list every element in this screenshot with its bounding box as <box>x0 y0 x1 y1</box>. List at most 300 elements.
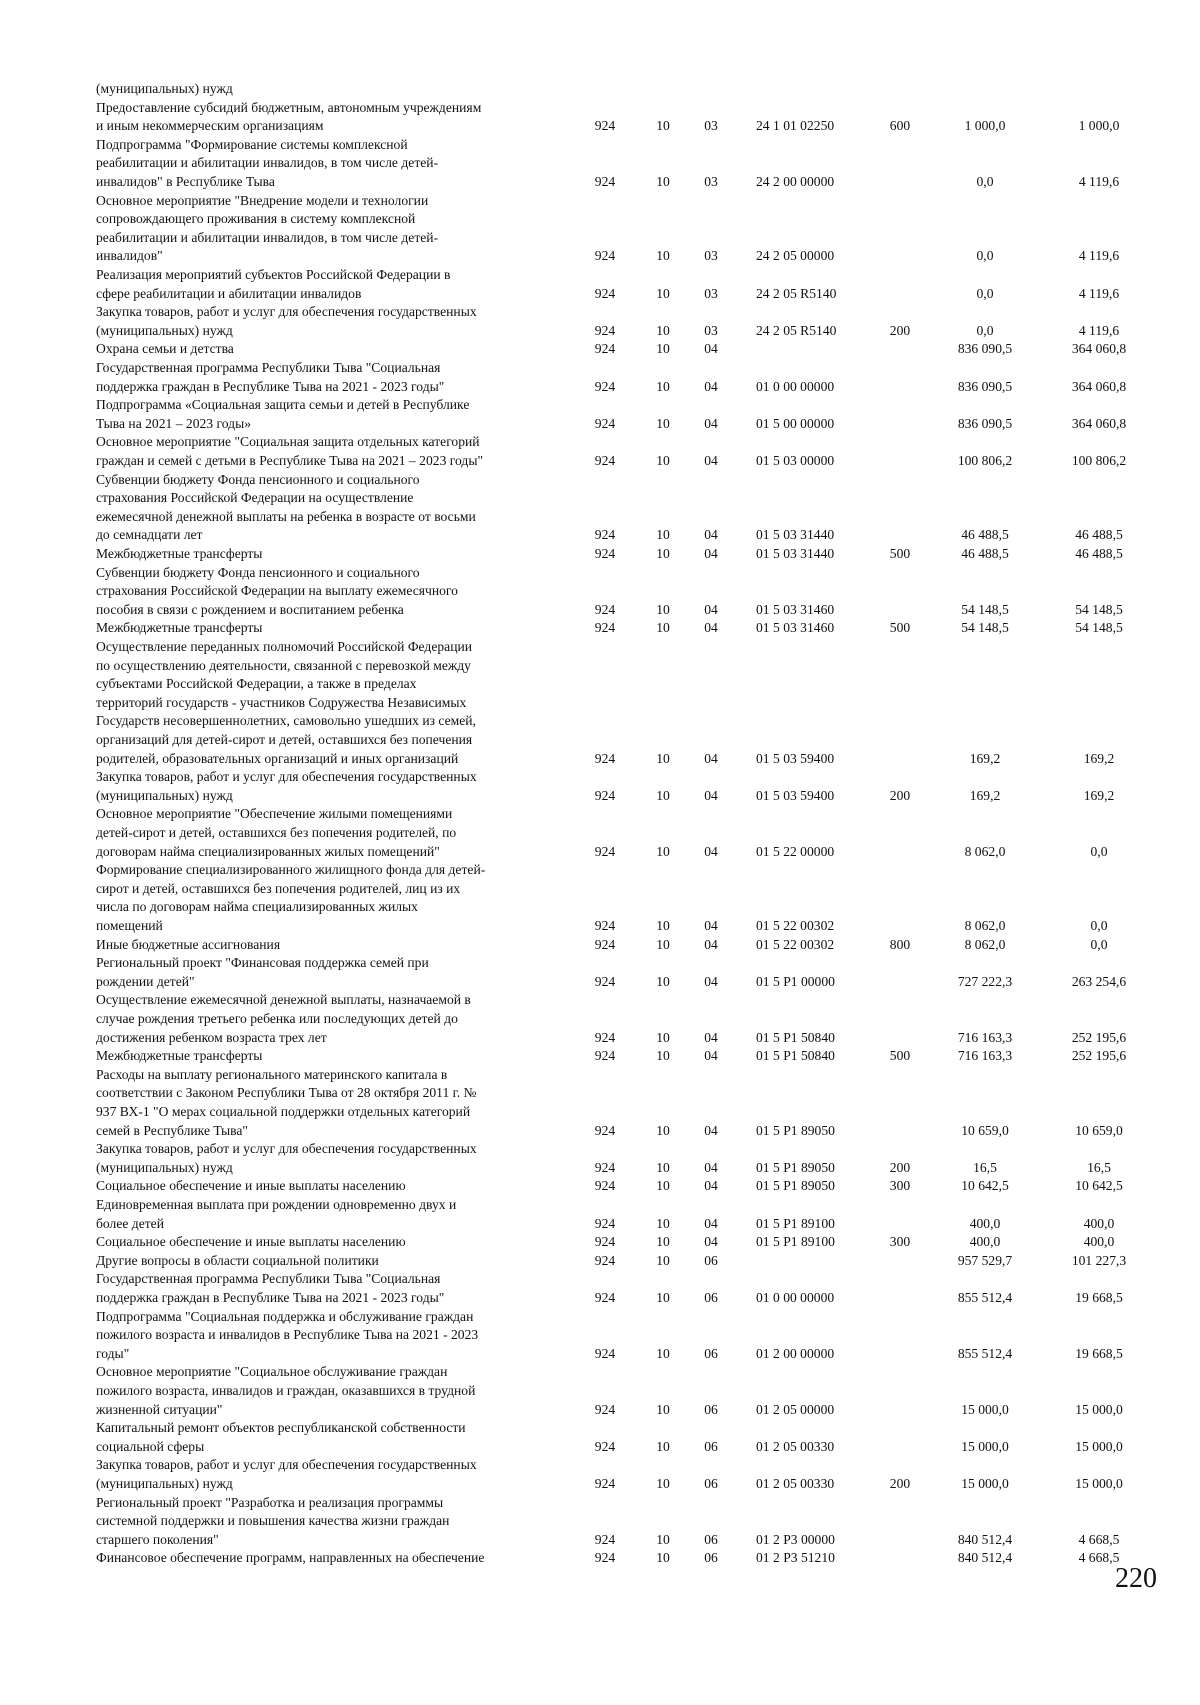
amount-year-1: 840 512,4 <box>957 1531 1013 1547</box>
row-description <box>96 545 576 564</box>
table-row <box>0 1549 1200 1568</box>
description-line: старшего поколения" <box>96 1531 219 1547</box>
admin-code: 924 <box>594 1345 616 1361</box>
section-code: 10 <box>656 1345 670 1361</box>
table-row <box>0 340 1200 359</box>
description-line: Расходы на выплату регионального материнского капитала в <box>96 1066 448 1082</box>
section-code: 10 <box>656 787 670 803</box>
amount-year-1: 0,0 <box>976 174 994 189</box>
description-line: территорий государств - участников Содружества Независимых <box>96 694 467 710</box>
row-description <box>96 136 576 192</box>
row-description <box>96 433 576 470</box>
table-row <box>0 768 1200 805</box>
description-line: Региональный проект "Разработка и реализация программы <box>96 1494 444 1510</box>
target-article-code: 24 2 05 R5140 <box>756 322 837 338</box>
table-row <box>0 564 1200 620</box>
subsection-code: 04 <box>704 1029 718 1045</box>
subsection-code: 06 <box>704 1550 718 1566</box>
admin-code: 924 <box>594 1122 616 1138</box>
amount-year-1: 169,2 <box>969 787 1001 803</box>
row-description <box>96 1196 576 1233</box>
description-line: пособия в связи с рождением и воспитанием ребенка <box>96 601 404 617</box>
table-row <box>0 1140 1200 1177</box>
description-line: Подпрограмма "Формирование системы комплексной <box>96 136 408 152</box>
description-line: Капитальный ремонт объектов республиканской собственности <box>96 1420 466 1436</box>
description-line: более детей <box>96 1215 164 1231</box>
amount-year-2: 4 119,6 <box>1078 174 1120 189</box>
target-article-code: 01 5 P1 50840 <box>756 1029 835 1045</box>
admin-code: 924 <box>594 378 616 394</box>
section-code: 10 <box>656 322 670 338</box>
table-row <box>0 1252 1200 1271</box>
description-line: детей-сирот и детей, оставшихся без попечения родителей, по <box>96 825 457 840</box>
subsection-code: 06 <box>704 1475 718 1491</box>
description-line: страхования Российской Федерации на осуществление <box>96 490 414 506</box>
description-line: (муниципальных) нужд <box>96 81 233 96</box>
subsection-code: 06 <box>704 1345 718 1361</box>
target-article-code: 24 2 05 R5140 <box>756 285 837 301</box>
row-description <box>96 1066 576 1140</box>
table-row <box>0 1177 1200 1196</box>
section-code: 10 <box>656 415 670 431</box>
row-description <box>96 471 576 545</box>
description-line: Межбюджетные трансферты <box>96 546 263 561</box>
amount-year-2: 252 195,6 <box>1071 1048 1127 1064</box>
subsection-code: 04 <box>704 378 718 394</box>
description-line: (муниципальных) нужд <box>96 787 233 803</box>
description-line: Региональный проект "Финансовая поддержка семей при <box>96 955 429 971</box>
expense-type-code: 500 <box>889 620 911 636</box>
description-line: Предоставление субсидий бюджетным, автономным учреждениям <box>96 99 482 115</box>
description-line: Иные бюджетные ассигнования <box>96 936 281 952</box>
subsection-code: 04 <box>704 1122 718 1138</box>
admin-code: 924 <box>594 546 616 561</box>
description-line: Закупка товаров, работ и услуг для обеспечения государственных <box>96 1457 477 1473</box>
expense-type-code: 300 <box>889 1178 911 1194</box>
subsection-code: 04 <box>704 601 718 617</box>
amount-year-1: 727 222,3 <box>957 973 1013 989</box>
subsection-code: 04 <box>704 527 718 543</box>
amount-year-1: 400,0 <box>969 1234 1001 1250</box>
target-article-code: 01 5 22 00302 <box>756 936 835 952</box>
row-description <box>96 1270 576 1307</box>
section-code: 10 <box>656 1289 670 1305</box>
description-line: (муниципальных) нужд <box>96 1159 233 1175</box>
admin-code: 924 <box>594 1289 616 1305</box>
description-line: Основное мероприятие "Социальная защита отдельных категорий <box>96 434 480 450</box>
target-article-code: 01 5 P1 00000 <box>756 973 835 989</box>
subsection-code: 04 <box>704 452 718 468</box>
description-line: социальной сферы <box>96 1438 205 1454</box>
admin-code: 924 <box>594 1531 616 1547</box>
expense-type-code: 300 <box>889 1234 911 1250</box>
table-row <box>0 805 1200 861</box>
target-article-code: 01 5 22 00302 <box>756 917 835 933</box>
subsection-code: 04 <box>704 750 718 766</box>
section-code: 10 <box>656 341 670 357</box>
amount-year-1: 0,0 <box>976 322 994 338</box>
description-line: субъектами Российской Федерации, а также в пределах <box>96 676 417 692</box>
section-code: 10 <box>656 1215 670 1231</box>
amount-year-1: 8 062,0 <box>964 936 1006 952</box>
target-article-code: 01 5 P1 89050 <box>756 1178 835 1194</box>
admin-code: 924 <box>594 620 616 636</box>
amount-year-2: 364 060,8 <box>1071 415 1127 431</box>
row-description <box>96 1177 576 1196</box>
amount-year-2: 16,5 <box>1087 1159 1111 1175</box>
section-code: 10 <box>656 1159 670 1175</box>
section-code: 10 <box>656 1475 670 1491</box>
amount-year-1: 836 090,5 <box>957 415 1013 431</box>
target-article-code: 01 2 05 00330 <box>756 1438 835 1454</box>
amount-year-2: 252 195,6 <box>1071 1029 1127 1045</box>
section-code: 10 <box>656 1531 670 1547</box>
amount-year-1: 840 512,4 <box>957 1550 1013 1566</box>
row-description <box>96 954 576 991</box>
amount-year-2: 54 148,5 <box>1075 601 1123 617</box>
description-line: и иным некоммерческим организациям <box>96 118 324 134</box>
description-line: системной поддержки и повышения качества жизни граждан <box>96 1513 450 1529</box>
table-row <box>0 80 1200 99</box>
description-line: страхования Российской Федерации на выплату ежемесячного <box>96 583 458 599</box>
subsection-code: 04 <box>704 787 718 803</box>
subsection-code: 03 <box>704 285 718 301</box>
section-code: 10 <box>656 1550 670 1566</box>
row-description <box>96 396 576 433</box>
description-line: Основное мероприятие "Обеспечение жилыми помещениями <box>96 806 453 822</box>
row-description <box>96 1363 576 1419</box>
amount-year-1: 0,0 <box>976 248 994 264</box>
table-row <box>0 1047 1200 1066</box>
amount-year-2: 15 000,0 <box>1075 1475 1123 1491</box>
description-line: (муниципальных) нужд <box>96 322 233 338</box>
admin-code: 924 <box>594 1550 616 1566</box>
target-article-code: 01 5 00 00000 <box>756 415 835 431</box>
amount-year-1: 716 163,3 <box>957 1048 1013 1064</box>
subsection-code: 04 <box>704 917 718 933</box>
amount-year-1: 8 062,0 <box>964 917 1006 933</box>
admin-code: 924 <box>594 1234 616 1250</box>
table-row <box>0 433 1200 470</box>
section-code: 10 <box>656 1178 670 1194</box>
section-code: 10 <box>656 936 670 952</box>
target-article-code: 01 5 P1 89100 <box>756 1234 835 1250</box>
table-row <box>0 1494 1200 1550</box>
amount-year-1: 855 512,4 <box>957 1345 1013 1361</box>
row-description <box>96 192 576 266</box>
row-description <box>96 768 576 805</box>
admin-code: 924 <box>594 415 616 431</box>
description-line: Формирование специализированного жилищного фонда для детей- <box>96 862 486 878</box>
row-description <box>96 1419 576 1456</box>
admin-code: 924 <box>594 527 616 543</box>
description-line: пожилого возраста, инвалидов и граждан, оказавшихся в трудной <box>96 1383 476 1398</box>
description-line: сфере реабилитации и абилитации инвалидов <box>96 285 362 301</box>
amount-year-1: 836 090,5 <box>957 378 1013 394</box>
description-line: граждан и семей с детьми в Республике Тыва на 2021 – 2023 годы" <box>96 452 484 468</box>
subsection-code: 04 <box>704 546 718 561</box>
subsection-code: 04 <box>704 415 718 431</box>
section-code: 10 <box>656 750 670 766</box>
target-article-code: 24 2 00 00000 <box>756 174 835 189</box>
subsection-code: 04 <box>704 1215 718 1231</box>
expense-type-code: 200 <box>889 322 911 338</box>
amount-year-2: 10 642,5 <box>1075 1178 1123 1194</box>
section-code: 10 <box>656 1401 670 1417</box>
row-description <box>96 638 576 768</box>
subsection-code: 04 <box>704 341 718 357</box>
table-row <box>0 99 1200 136</box>
amount-year-2: 1 000,0 <box>1078 118 1120 134</box>
subsection-code: 06 <box>704 1531 718 1547</box>
amount-year-1: 716 163,3 <box>957 1029 1013 1045</box>
amount-year-1: 400,0 <box>969 1215 1001 1231</box>
admin-code: 924 <box>594 1438 616 1454</box>
subsection-code: 06 <box>704 1252 718 1268</box>
expense-type-code: 200 <box>889 787 911 803</box>
amount-year-2: 4 668,5 <box>1078 1550 1120 1566</box>
admin-code: 924 <box>594 1159 616 1175</box>
subsection-code: 03 <box>704 118 718 134</box>
amount-year-2: 19 668,5 <box>1075 1289 1123 1305</box>
section-code: 10 <box>656 620 670 636</box>
description-line: организаций для детей-сирот и детей, оставшихся без попечения <box>96 732 473 747</box>
amount-year-2: 54 148,5 <box>1075 620 1123 636</box>
table-row <box>0 1363 1200 1419</box>
row-description <box>96 80 576 99</box>
table-row <box>0 1419 1200 1456</box>
expense-type-code: 600 <box>889 118 911 134</box>
table-row <box>0 936 1200 955</box>
section-code: 10 <box>656 1438 670 1454</box>
amount-year-2: 0,0 <box>1090 843 1108 859</box>
target-article-code: 01 5 03 59400 <box>756 787 835 803</box>
subsection-code: 03 <box>704 322 718 338</box>
description-line: инвалидов" в Республике Тыва <box>96 174 275 189</box>
table-row <box>0 1066 1200 1140</box>
target-article-code: 01 5 P1 89050 <box>756 1122 835 1138</box>
page-number: 220 <box>1115 1563 1157 1594</box>
amount-year-2: 10 659,0 <box>1075 1122 1123 1138</box>
description-line: Охрана семьи и детства <box>96 341 234 357</box>
row-description <box>96 1252 576 1271</box>
description-line: семей в Республике Тыва" <box>96 1122 248 1138</box>
description-line: пожилого возраста и инвалидов в Республике Тыва на 2021 - 2023 <box>96 1327 479 1343</box>
description-line: Государств несовершеннолетних, самовольно ушедших из семей, <box>96 713 476 729</box>
target-article-code: 01 5 P1 50840 <box>756 1048 835 1064</box>
description-line: по осуществлению деятельности, связанной с перевозкой между <box>96 657 471 673</box>
table-row <box>0 471 1200 545</box>
description-line: до семнадцати лет <box>96 527 203 543</box>
admin-code: 924 <box>594 1178 616 1194</box>
target-article-code: 01 2 P3 51210 <box>756 1550 835 1566</box>
amount-year-2: 400,0 <box>1083 1234 1115 1250</box>
amount-year-1: 15 000,0 <box>961 1438 1009 1454</box>
subsection-code: 04 <box>704 1048 718 1064</box>
row-description <box>96 1549 576 1568</box>
amount-year-2: 46 488,5 <box>1075 546 1123 561</box>
description-line: (муниципальных) нужд <box>96 1475 233 1491</box>
amount-year-1: 0,0 <box>976 285 994 301</box>
section-code: 10 <box>656 285 670 301</box>
admin-code: 924 <box>594 452 616 468</box>
admin-code: 924 <box>594 973 616 989</box>
row-description <box>96 1456 576 1493</box>
description-line: ежемесячной денежной выплаты на ребенка в возрасте от восьми <box>96 508 476 524</box>
expense-type-code: 500 <box>889 1048 911 1064</box>
description-line: Закупка товаров, работ и услуг для обеспечения государственных <box>96 1141 477 1157</box>
amount-year-1: 15 000,0 <box>961 1475 1009 1491</box>
admin-code: 924 <box>594 936 616 952</box>
table-row <box>0 1308 1200 1364</box>
description-line: родителей, образовательных организаций и иных организаций <box>96 750 459 766</box>
table-row <box>0 954 1200 991</box>
target-article-code: 01 5 03 59400 <box>756 750 835 766</box>
amount-year-1: 1 000,0 <box>964 118 1006 134</box>
amount-year-1: 15 000,0 <box>961 1401 1009 1417</box>
amount-year-2: 46 488,5 <box>1075 527 1123 543</box>
subsection-code: 06 <box>704 1438 718 1454</box>
admin-code: 924 <box>594 174 616 189</box>
target-article-code: 01 5 03 31460 <box>756 601 835 617</box>
target-article-code: 01 0 00 00000 <box>756 1289 835 1305</box>
target-article-code: 01 5 03 31440 <box>756 546 835 561</box>
section-code: 10 <box>656 546 670 561</box>
amount-year-1: 836 090,5 <box>957 341 1013 357</box>
subsection-code: 04 <box>704 973 718 989</box>
description-line: числа по договорам найма специализированных жилых <box>96 899 418 915</box>
amount-year-1: 169,2 <box>969 750 1001 766</box>
admin-code: 924 <box>594 1215 616 1231</box>
description-line: Другие вопросы в области социальной политики <box>96 1252 379 1268</box>
amount-year-2: 400,0 <box>1083 1215 1115 1231</box>
amount-year-1: 855 512,4 <box>957 1289 1013 1305</box>
table-row <box>0 1196 1200 1233</box>
amount-year-1: 100 806,2 <box>957 452 1013 468</box>
target-article-code: 24 1 01 02250 <box>756 118 835 134</box>
table-row <box>0 1456 1200 1493</box>
admin-code: 924 <box>594 285 616 301</box>
admin-code: 924 <box>594 322 616 338</box>
description-line: Межбюджетные трансферты <box>96 620 263 636</box>
section-code: 10 <box>656 248 670 264</box>
description-line: Социальное обеспечение и иные выплаты населению <box>96 1234 406 1250</box>
expense-type-code: 800 <box>889 936 911 952</box>
description-line: жизненной ситуации" <box>96 1401 223 1417</box>
amount-year-2: 4 119,6 <box>1078 285 1120 301</box>
table-row <box>0 136 1200 192</box>
description-line: Осуществление переданных полномочий Российской Федерации <box>96 639 473 655</box>
admin-code: 924 <box>594 1475 616 1491</box>
amount-year-2: 169,2 <box>1083 787 1115 803</box>
amount-year-2: 100 806,2 <box>1071 452 1127 468</box>
description-line: Реализация мероприятий субъектов Российской Федерации в <box>96 267 451 282</box>
amount-year-1: 10 642,5 <box>961 1178 1009 1194</box>
table-row <box>0 545 1200 564</box>
admin-code: 924 <box>594 341 616 357</box>
section-code: 10 <box>656 1029 670 1045</box>
amount-year-1: 16,5 <box>973 1159 997 1175</box>
description-line: Социальное обеспечение и иные выплаты населению <box>96 1178 406 1194</box>
section-code: 10 <box>656 452 670 468</box>
expense-type-code: 200 <box>889 1159 911 1175</box>
target-article-code: 01 2 P3 00000 <box>756 1531 835 1547</box>
admin-code: 924 <box>594 601 616 617</box>
section-code: 10 <box>656 1048 670 1064</box>
description-line: сопровождающего проживания в систему комплексной <box>96 211 416 227</box>
row-description <box>96 1140 576 1177</box>
section-code: 10 <box>656 174 670 189</box>
description-line: поддержка граждан в Республике Тыва на 2021 - 2023 годы" <box>96 378 445 394</box>
description-line: Закупка товаров, работ и услуг для обеспечения государственных <box>96 304 477 320</box>
target-article-code: 01 5 03 31460 <box>756 620 835 636</box>
description-line: случае рождения третьего ребенка или последующих детей до <box>96 1011 458 1026</box>
amount-year-1: 46 488,5 <box>961 546 1009 561</box>
description-line: годы" <box>96 1345 130 1361</box>
table-row <box>0 638 1200 768</box>
target-article-code: 01 2 00 00000 <box>756 1345 835 1361</box>
section-code: 10 <box>656 1252 670 1268</box>
description-line: Основное мероприятие "Социальное обслуживание граждан <box>96 1364 448 1380</box>
row-description <box>96 303 576 340</box>
amount-year-1: 46 488,5 <box>961 527 1009 543</box>
description-line: соответствии с Законом Республики Тыва от 28 октября 2011 г. № <box>96 1085 477 1101</box>
subsection-code: 03 <box>704 248 718 264</box>
description-line: Основное мероприятие "Внедрение модели и технологии <box>96 192 429 208</box>
target-article-code: 01 5 03 31440 <box>756 527 835 543</box>
amount-year-2: 169,2 <box>1083 750 1115 766</box>
target-article-code: 24 2 05 00000 <box>756 248 835 264</box>
subsection-code: 03 <box>704 174 718 189</box>
admin-code: 924 <box>594 1029 616 1045</box>
amount-year-2: 101 227,3 <box>1071 1252 1127 1268</box>
row-description <box>96 99 576 136</box>
amount-year-2: 15 000,0 <box>1075 1401 1123 1417</box>
amount-year-1: 10 659,0 <box>961 1122 1009 1138</box>
section-code: 10 <box>656 601 670 617</box>
amount-year-2: 15 000,0 <box>1075 1438 1123 1454</box>
admin-code: 924 <box>594 843 616 859</box>
row-description <box>96 1308 576 1364</box>
section-code: 10 <box>656 1234 670 1250</box>
amount-year-2: 19 668,5 <box>1075 1345 1123 1361</box>
section-code: 10 <box>656 973 670 989</box>
amount-year-2: 4 119,6 <box>1078 248 1120 264</box>
amount-year-1: 957 529,7 <box>957 1252 1013 1268</box>
description-line: 937 ВХ-1 "О мерах социальной поддержки отдельных категорий <box>96 1104 471 1119</box>
row-description <box>96 266 576 303</box>
expense-type-code: 200 <box>889 1475 911 1491</box>
row-description <box>96 1233 576 1252</box>
target-article-code: 01 2 05 00000 <box>756 1401 835 1417</box>
section-code: 10 <box>656 378 670 394</box>
section-code: 10 <box>656 843 670 859</box>
description-line: реабилитации и абилитации инвалидов, в том числе детей- <box>96 155 439 171</box>
table-row <box>0 991 1200 1047</box>
amount-year-2: 364 060,8 <box>1071 378 1127 394</box>
row-description <box>96 1047 576 1066</box>
description-line: Осуществление ежемесячной денежной выплаты, назначаемой в <box>96 992 471 1008</box>
subsection-code: 04 <box>704 1178 718 1194</box>
amount-year-1: 54 148,5 <box>961 601 1009 617</box>
section-code: 10 <box>656 917 670 933</box>
admin-code: 924 <box>594 917 616 933</box>
amount-year-2: 4 668,5 <box>1078 1531 1120 1547</box>
description-line: достижения ребенком возраста трех лет <box>96 1029 327 1045</box>
description-line: Финансовое обеспечение программ, направленных на обеспечение <box>96 1550 485 1566</box>
row-description <box>96 1494 576 1550</box>
section-code: 10 <box>656 527 670 543</box>
